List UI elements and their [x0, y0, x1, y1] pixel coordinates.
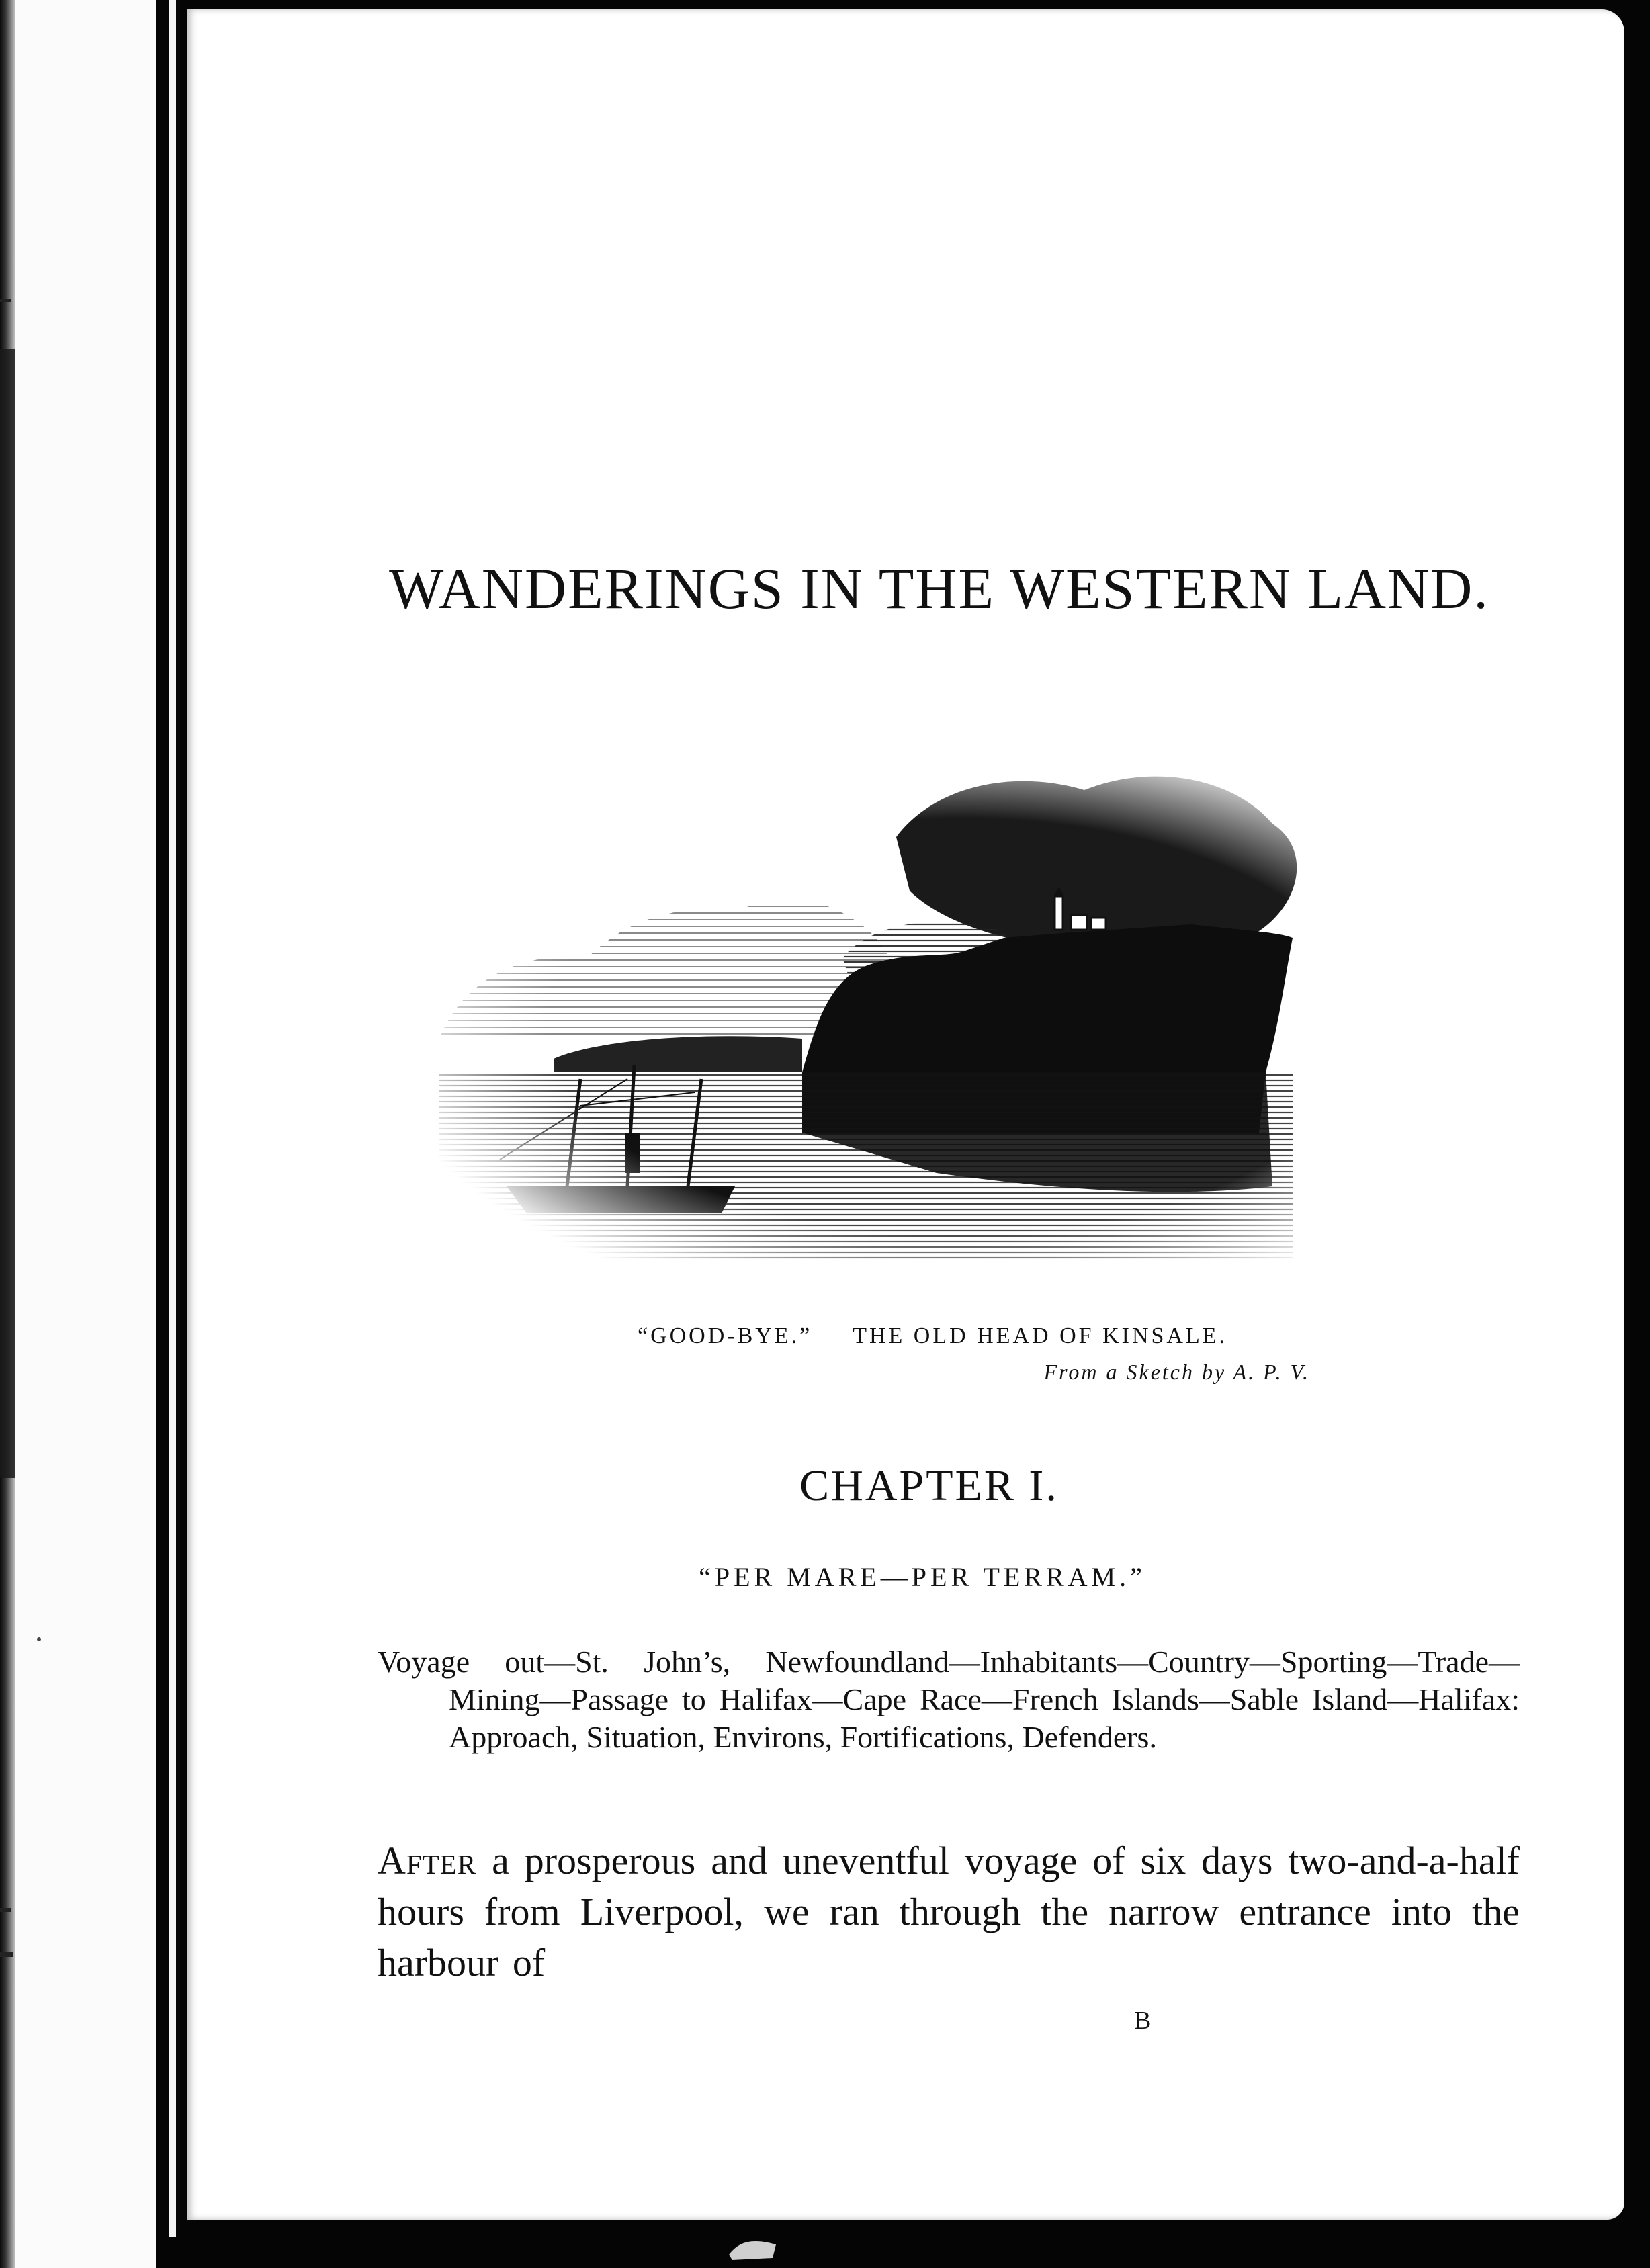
body-text: a prosperous and uneventful voyage of six days two-and-a-half hours from Liverpool, we ran through the narrow entrance into the harbour of [378, 1839, 1520, 1984]
page-edge-marks [0, 0, 168, 2268]
signature-mark: B [1134, 2007, 1152, 2035]
previous-page-edge [0, 0, 168, 2268]
chapter-synopsis: Voyage out—St. John’s, Newfoundland—Inhabitants—Country—Sporting—Trade—Mining—Passage to Halifax—Cape Race—French Islands—Sable Island—Halifax: Approach, Situation, Environs, Fortifications, Defenders. [378, 1645, 1520, 1754]
book-page [187, 9, 1624, 2220]
chapter-epigraph: “PER MARE—PER TERRAM.” [699, 1562, 1146, 1592]
caption-quote: “GOOD-BYE.” [637, 1323, 813, 1348]
chapter-heading: CHAPTER I. [799, 1461, 1059, 1510]
body-paragraph [378, 1835, 1520, 1989]
illustration-credit: From a Sketch by A. P. V. [1043, 1360, 1310, 1384]
bottom-tape-mark [726, 2234, 779, 2261]
gutter-line [169, 0, 176, 2237]
kinsale-illustration [426, 756, 1494, 1294]
body-lead-word: After [378, 1839, 477, 1882]
caption-place: THE OLD HEAD OF KINSALE. [853, 1323, 1227, 1348]
illustration-caption [187, 1323, 1624, 1349]
book-title: WANDERINGS IN THE WESTERN LAND. [389, 556, 1489, 621]
